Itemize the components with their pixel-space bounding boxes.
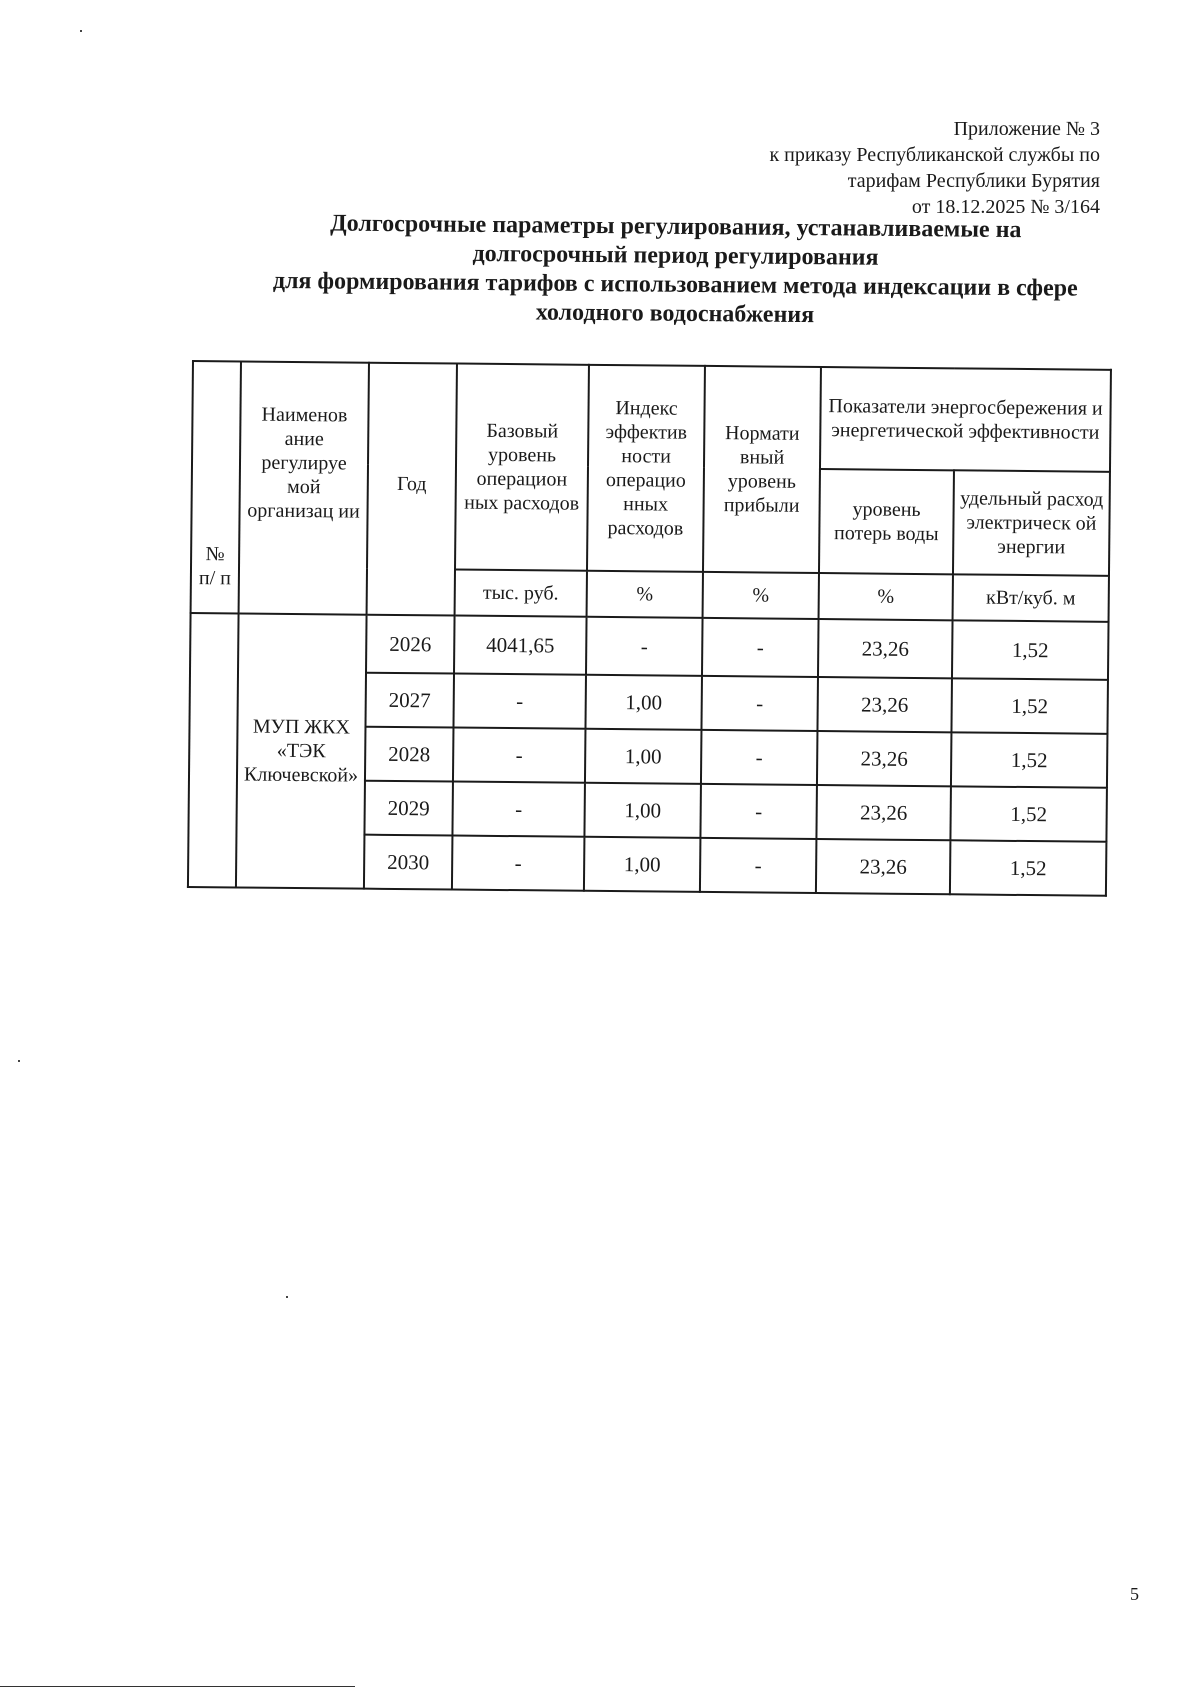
col-organization-header: Наименов ание регулируе мой организац ии [239, 361, 369, 614]
profit-cell: - [702, 618, 819, 677]
water-loss-cell: 23,26 [818, 619, 953, 678]
scan-speck [286, 1296, 288, 1298]
col-number-header: № п/ п [191, 361, 241, 613]
unit-efficiency-index: % [587, 571, 703, 618]
appendix-number: Приложение № 3 [953, 118, 1100, 140]
efficiency-index-cell: 1,00 [585, 729, 702, 784]
document-title [175, 208, 1176, 334]
col-base-opex-header: Базовый уровень операцион ных расходов [455, 364, 589, 571]
title-line: Долгосрочные параметры регулирования, устанавливаемые на [330, 210, 1022, 244]
base-opex-cell: 4041,65 [454, 616, 587, 675]
efficiency-index-cell: - [586, 617, 703, 676]
parameters-table-wrap [187, 360, 1112, 897]
efficiency-index-cell: 1,00 [584, 837, 701, 892]
scan-bottom-rule [0, 1686, 355, 1687]
profit-cell: - [700, 784, 817, 839]
power-consumption-cell: 1,52 [952, 620, 1109, 679]
year-cell: 2026 [366, 615, 455, 674]
title-line: долгосрочный период регулирования [472, 240, 879, 271]
col-power-consumption-header: удельный расход электрическ ой энергии [953, 470, 1110, 575]
order-date-number: от 18.12.2025 № 3/164 [911, 196, 1100, 218]
unit-power-consumption: кВт/куб. м [953, 574, 1109, 621]
base-opex-cell: - [452, 782, 585, 837]
power-consumption-cell: 1,52 [950, 786, 1107, 841]
water-loss-cell: 23,26 [817, 677, 952, 732]
appendix-header [769, 116, 1100, 220]
efficiency-index-cell: 1,00 [584, 783, 701, 838]
water-loss-cell: 23,26 [816, 785, 951, 840]
year-cell: 2030 [364, 835, 453, 890]
power-consumption-cell: 1,52 [950, 840, 1107, 895]
base-opex-cell: - [453, 728, 586, 783]
title-line: для формирования тарифов с использованием метода индексации в сфере [272, 267, 1078, 302]
page-number: 5 [1130, 1584, 1139, 1604]
col-efficiency-index-header: Индекс эффектив ности операцио нных расходов [587, 365, 705, 572]
unit-base-opex: тыс. руб. [455, 570, 587, 617]
year-cell: 2028 [365, 727, 454, 782]
col-year-header: Год [367, 363, 457, 616]
parameters-table [187, 360, 1112, 897]
profit-cell: - [700, 838, 817, 893]
scan-speck [18, 1060, 20, 1062]
order-authority: тарифам Республики Бурятия [847, 170, 1100, 192]
order-reference: к приказу Республиканской службы по [769, 144, 1100, 166]
col-energy-group-header: Показатели энергосбережения и энергетической эффективности [820, 367, 1111, 472]
table-row [190, 613, 1109, 680]
title-line: холодного водоснабжения [535, 299, 815, 329]
header-row [192, 361, 1111, 472]
col-water-loss-header: уровень потерь воды [819, 469, 954, 574]
profit-cell: - [701, 676, 818, 731]
unit-water-loss: % [819, 573, 953, 620]
profit-cell: - [701, 730, 818, 785]
col-profit-header: Нормати вный уровень прибыли [703, 366, 821, 573]
row-number-cell [188, 613, 239, 887]
efficiency-index-cell: 1,00 [585, 675, 702, 730]
water-loss-cell: 23,26 [816, 839, 951, 894]
year-cell: 2029 [364, 781, 453, 836]
organization-name: МУП ЖКХ «ТЭК Ключевской» [236, 613, 367, 888]
scan-speck [80, 30, 82, 32]
base-opex-cell: - [453, 674, 586, 729]
water-loss-cell: 23,26 [817, 731, 952, 786]
power-consumption-cell: 1,52 [951, 732, 1108, 787]
power-consumption-cell: 1,52 [951, 678, 1108, 733]
year-cell: 2027 [365, 673, 454, 728]
unit-profit: % [703, 572, 819, 619]
base-opex-cell: - [452, 836, 585, 891]
